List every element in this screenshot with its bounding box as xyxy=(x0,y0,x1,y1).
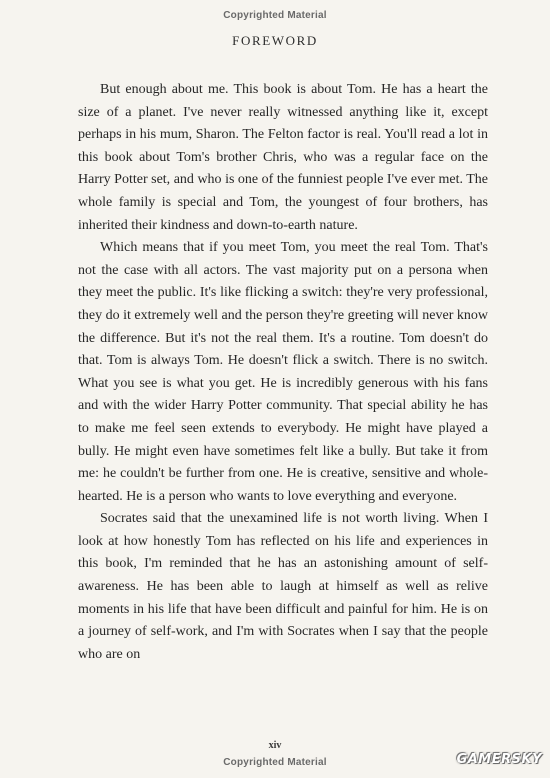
page-number: xiv xyxy=(268,740,282,751)
paragraph-3: Socrates said that the unexamined life is not worth living. When I look at how honestly Tom has reflected on his life and experiences in this book, I'm reminded that he has an astonishing amount of self-awareness. He has been able to laugh at himself as well as relive moments in his life that have been difficult and painful for him. He is on a journey of self-work, and I'm with Socrates when I say that the people who are on xyxy=(78,511,488,662)
copyright-notice-top: Copyrighted Material xyxy=(223,10,327,21)
running-head: FOREWORD xyxy=(232,33,318,48)
paragraph-1: But enough about me. This book is about Tom. He has a heart the size of a planet. I've never really witnessed anything like it, except perhaps in his mum, Sharon. The Felton factor is real. You'll read a lot in this book about Tom's brother Chris, who was a regular face on the Harry Potter set, and who is one of the funniest people I've ever met. The whole family is special and Tom, the youngest of four brothers, has inherited their kindness and down-to-earth nature. xyxy=(78,82,488,233)
copyright-notice-bottom: Copyrighted Material xyxy=(223,757,327,768)
paragraph-2: Which means that if you meet Tom, you meet the real Tom. That's not the case with all actors. The vast majority put on a persona when they meet the public. It's like flicking a switch: they're very professional, they do it extremely well and the person they're greeting will never know the difference. But it's not the real them. It's a routine. Tom doesn't do that. Tom is always Tom. He doesn't flick a switch. There is no switch. What you see is what you get. He is incredibly generous with his fans and with the wider Harry Potter community. That special ability he has to make me feel seen extends to everybody. He might have played a bully. He might even have sometimes felt like a bully. But take it from me: he couldn't be further from one. He is creative, sensitive and whole-hearted. He is a person who wants to love everything and everyone. xyxy=(78,240,488,504)
watermark-logo: GAMERSKY xyxy=(456,752,542,767)
body-text xyxy=(78,79,488,666)
